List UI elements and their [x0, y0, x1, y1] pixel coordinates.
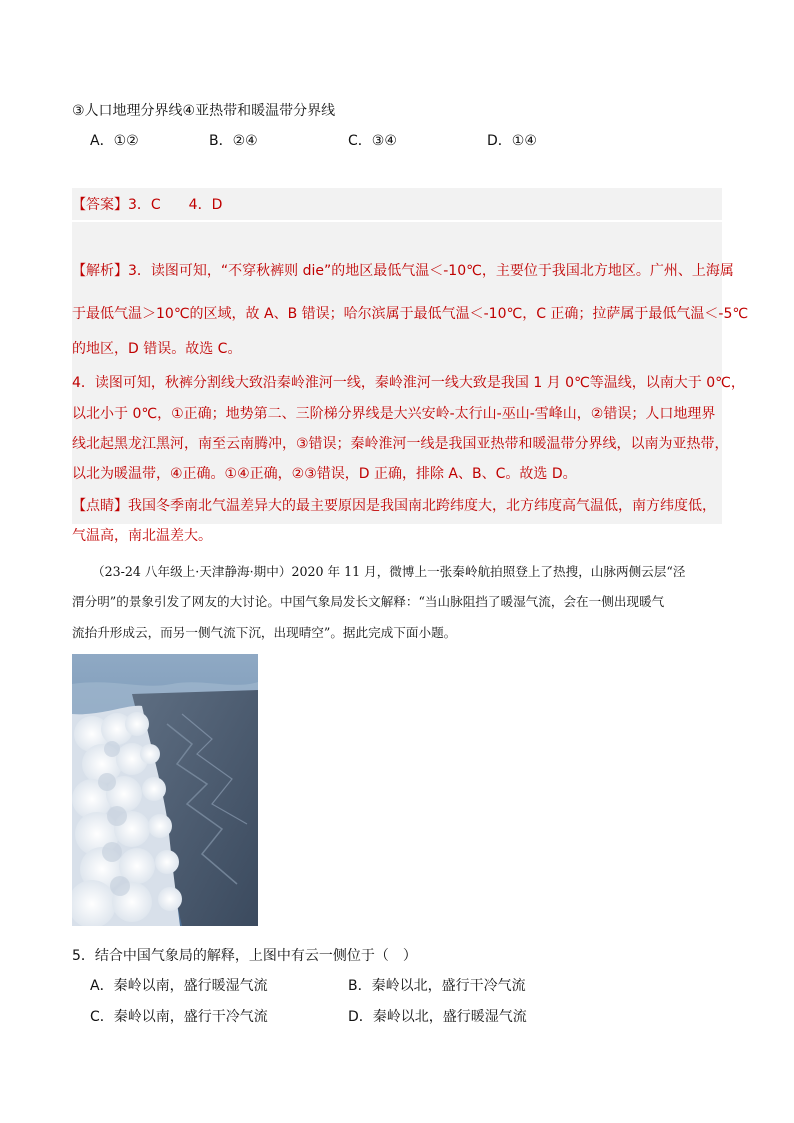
- analysis-line-5: 以北小于 0℃，①正确；地势第二、三阶梯分界线是大兴安岭-太行山-巫山-雪峰山，②错误；人口地理界: [72, 406, 716, 422]
- q5-choice-b: B．秦岭以北，盛行干冷气流: [348, 978, 526, 994]
- choice-d: D．①④: [487, 133, 537, 149]
- answer-block: [72, 195, 222, 215]
- photo-illustration: [72, 654, 258, 926]
- choice-c: C．③④: [348, 133, 397, 149]
- choice-b: B．②④: [209, 133, 258, 149]
- comment-line-1: [72, 496, 716, 516]
- analysis-line-1: [72, 261, 734, 281]
- option-statements-line: ③人口地理分界线④亚热带和暖温带分界线: [72, 103, 336, 119]
- analysis-line-7: 以北为暖温带，④正确。①④正确，②③错误，D 正确，排除 A、B、C。故选 D。: [72, 466, 577, 482]
- q5-choice-a: A．秦岭以南，盛行暖湿气流: [90, 978, 268, 994]
- aerial-photo-qinling-clouds: [72, 654, 258, 926]
- q5-choice-c: C．秦岭以南，盛行干冷气流: [90, 1009, 268, 1025]
- comment-text-1: 我国冬季南北气温差异大的最主要原因是我国南北跨纬度大，北方纬度高气温低，南方纬度低，: [128, 498, 716, 514]
- analysis-tag: 【解析】: [72, 263, 128, 279]
- q5-choice-d: D．秦岭以北，盛行暖湿气流: [348, 1009, 527, 1025]
- answer-text: 3．C 4．D: [128, 197, 223, 213]
- analysis-line-3: 的地区，D 错误。故选 C。: [72, 341, 242, 357]
- analysis-line-2: 于最低气温＞10℃的区域，故 A、B 错误；哈尔滨属于最低气温＜-10℃，C 正确；拉萨属于最低气温＜-5℃: [72, 306, 749, 322]
- passage-line-2: 渭分明”的景象引发了网友的大讨论。中国气象局发长文解释：“当山脉阻挡了暖湿气流，会在一侧出现暖气: [72, 594, 665, 609]
- analysis-line-4: 4．读图可知，秋裤分割线大致沿秦岭淮河一线，秦岭淮河一线大致是我国 1 月 0℃等温线，以南大于 0℃，: [72, 375, 745, 391]
- comment-tag: 【点睛】: [72, 498, 128, 514]
- answer-tag: 【答案】: [72, 197, 128, 213]
- passage-line-3: 流抬升形成云，而另一侧气流下沉，出现晴空”。据此完成下面小题。: [72, 625, 457, 640]
- analysis-text-1: 3．读图可知，“不穿秋裤则 die”的地区最低气温＜-10℃，主要位于我国北方地区。广州、上海属: [128, 263, 734, 279]
- analysis-line-6: 线北起黑龙江黑河，南至云南腾冲，③错误；秦岭淮河一线是我国亚热带和暖温带分界线，以南为亚热带，: [72, 436, 729, 452]
- passage-line-1: （23-24 八年级上·天津静海·期中）2020 年 11 月，微博上一张秦岭航拍照登上了热搜，山脉两侧云层“泾: [92, 564, 686, 579]
- comment-line-2: 气温高，南北温差大。: [72, 528, 212, 544]
- q5-stem: 5．结合中国气象局的解释，上图中有云一侧位于（ ）: [72, 948, 417, 964]
- choice-a: A．①②: [90, 133, 139, 149]
